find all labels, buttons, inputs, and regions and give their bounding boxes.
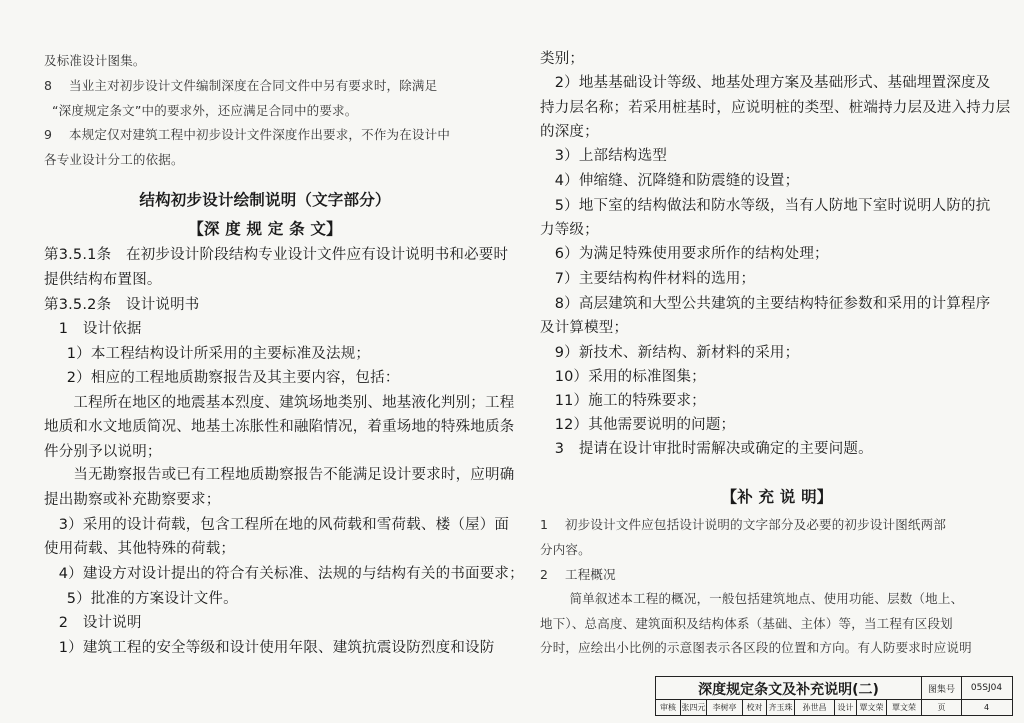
body-line: 的深度； — [540, 124, 599, 140]
atlas-number: 05SJ04 — [961, 677, 1011, 699]
check-label: 校对 — [742, 699, 766, 715]
design-signature: 覃文荣 — [886, 699, 921, 715]
supplement-line: 地下）、总高度、建筑面积及结构体系（基础、主体）等，当工程有区段划 — [540, 616, 953, 631]
design-name: 覃文荣 — [856, 699, 886, 715]
supplement-line: 1 初步设计文件应包括设计说明的文字部分及必要的初步设计图纸两部 — [540, 517, 947, 532]
clause-heading: 【深 度 规 定 条 文】 — [188, 220, 342, 238]
body-line: 2 设计说明 — [44, 615, 142, 631]
body-line: 地质和水文地质简况、地基土冻胀性和融陷情况，着重场地的特殊地质条 — [44, 419, 515, 435]
body-line: 3）采用的设计荷载，包含工程所在地的风荷载和雪荷载、楼（屋）面 — [44, 517, 510, 533]
body-line: 12）其他需要说明的问题； — [540, 417, 736, 433]
review-name: 张四元 — [680, 699, 706, 715]
supplement-heading: 【补 充 说 明】 — [721, 488, 833, 506]
supplement-line: 2 工程概况 — [540, 567, 616, 582]
supplement-line: 分内容。 — [540, 542, 591, 557]
intro-line: “深度规定条文”中的要求外，还应满足合同中的要求。 — [52, 103, 358, 118]
supplement-line: 简单叙述本工程的概况，一般包括建筑地点、使用功能、层数（地上、 — [540, 591, 964, 606]
title-block-row-top — [656, 677, 1012, 700]
title-block — [655, 676, 1013, 716]
body-line: 10）采用的标准图集； — [540, 369, 706, 385]
body-line: 6）为满足特殊使用要求所作的结构处理； — [540, 246, 829, 262]
body-line: 类别； — [540, 51, 585, 67]
body-line: 第3.5.2条 设计说明书 — [44, 297, 200, 313]
body-line: 11）施工的特殊要求； — [540, 393, 706, 409]
review-label: 审核 — [660, 702, 676, 712]
section-title: 结构初步设计绘制说明（文字部分） — [139, 191, 391, 209]
body-line: 工程所在地区的地震基本烈度、建筑场地类别、地基液化判别；工程 — [44, 395, 515, 411]
intro-line: 8 当业主对初步设计文件编制深度在合同文件中另有要求时，除满足 — [44, 78, 438, 93]
check-signature: 孙世昌 — [794, 699, 834, 715]
page-label: 页 — [921, 699, 961, 715]
body-line: 1）建筑工程的安全等级和设计使用年限、建筑抗震设防烈度和设防 — [44, 640, 495, 656]
body-line: 持力层名称；若采用桩基时，应说明桩的类型、桩端持力层及进入持力层 — [540, 100, 1011, 116]
page-number: 4 — [961, 699, 1011, 715]
body-line: 当无勘察报告或已有工程地质勘察报告不能满足设计要求时，应明确 — [44, 467, 515, 483]
body-line: 5）批准的方案设计文件。 — [52, 591, 238, 607]
intro-line: 各专业设计分工的依据。 — [44, 152, 184, 167]
body-line: 4）建设方对设计提出的符合有关标准、法规的与结构有关的书面要求； — [44, 566, 524, 582]
body-line: 使用荷载、其他特殊的荷载； — [44, 541, 236, 557]
drawing-title: 深度规定条文及补充说明(二) — [698, 682, 879, 698]
intro-line: 9 本规定仅对建筑工程中初步设计文件深度作出要求，不作为在设计中 — [44, 127, 451, 142]
body-line: 4）伸缩缝、沉降缝和防震缝的设置； — [540, 173, 800, 189]
body-line: 提出勘察或补充勘察要求； — [44, 492, 221, 508]
review-signature: 李树亭 — [706, 699, 742, 715]
body-line: 提供结构布置图。 — [44, 272, 162, 288]
body-line: 1）本工程结构设计所采用的主要标准及法规； — [52, 346, 371, 362]
body-line: 2）地基基础设计等级、地基处理方案及基础形式、基础埋置深度及 — [540, 75, 991, 91]
body-line: 2）相应的工程地质勘察报告及其主要内容，包括： — [52, 370, 400, 386]
supplement-line: 分时，应绘出小比例的示意图表示各区段的位置和方向。有人防要求时应说明 — [540, 640, 972, 655]
intro-line: 及标准设计图集。 — [44, 53, 146, 68]
atlas-label: 图集号 — [921, 677, 961, 699]
body-line: 3）上部结构选型 — [540, 148, 668, 164]
body-line: 及计算模型； — [540, 320, 629, 336]
design-label: 设计 — [834, 699, 856, 715]
title-block-row-bottom — [656, 699, 1012, 715]
body-line: 力等级； — [540, 222, 599, 238]
body-line: 件分别予以说明； — [44, 444, 162, 460]
body-line: 7）主要结构构件材料的选用； — [540, 271, 756, 287]
body-line: 第3.5.1条 在初步设计阶段结构专业设计文件应有设计说明书和必要时 — [44, 247, 509, 263]
body-line: 8）高层建筑和大型公共建筑的主要结构特征参数和采用的计算程序 — [540, 296, 991, 312]
body-line: 5）地下室的结构做法和防水等级，当有人防地下室时说明人防的抗 — [540, 198, 991, 214]
body-line: 9）新技术、新结构、新材料的采用； — [540, 345, 800, 361]
body-line: 3 提请在设计审批时需解决或确定的主要问题。 — [540, 441, 873, 457]
check-name: 齐玉珠 — [766, 699, 794, 715]
body-line: 1 设计依据 — [44, 321, 142, 337]
